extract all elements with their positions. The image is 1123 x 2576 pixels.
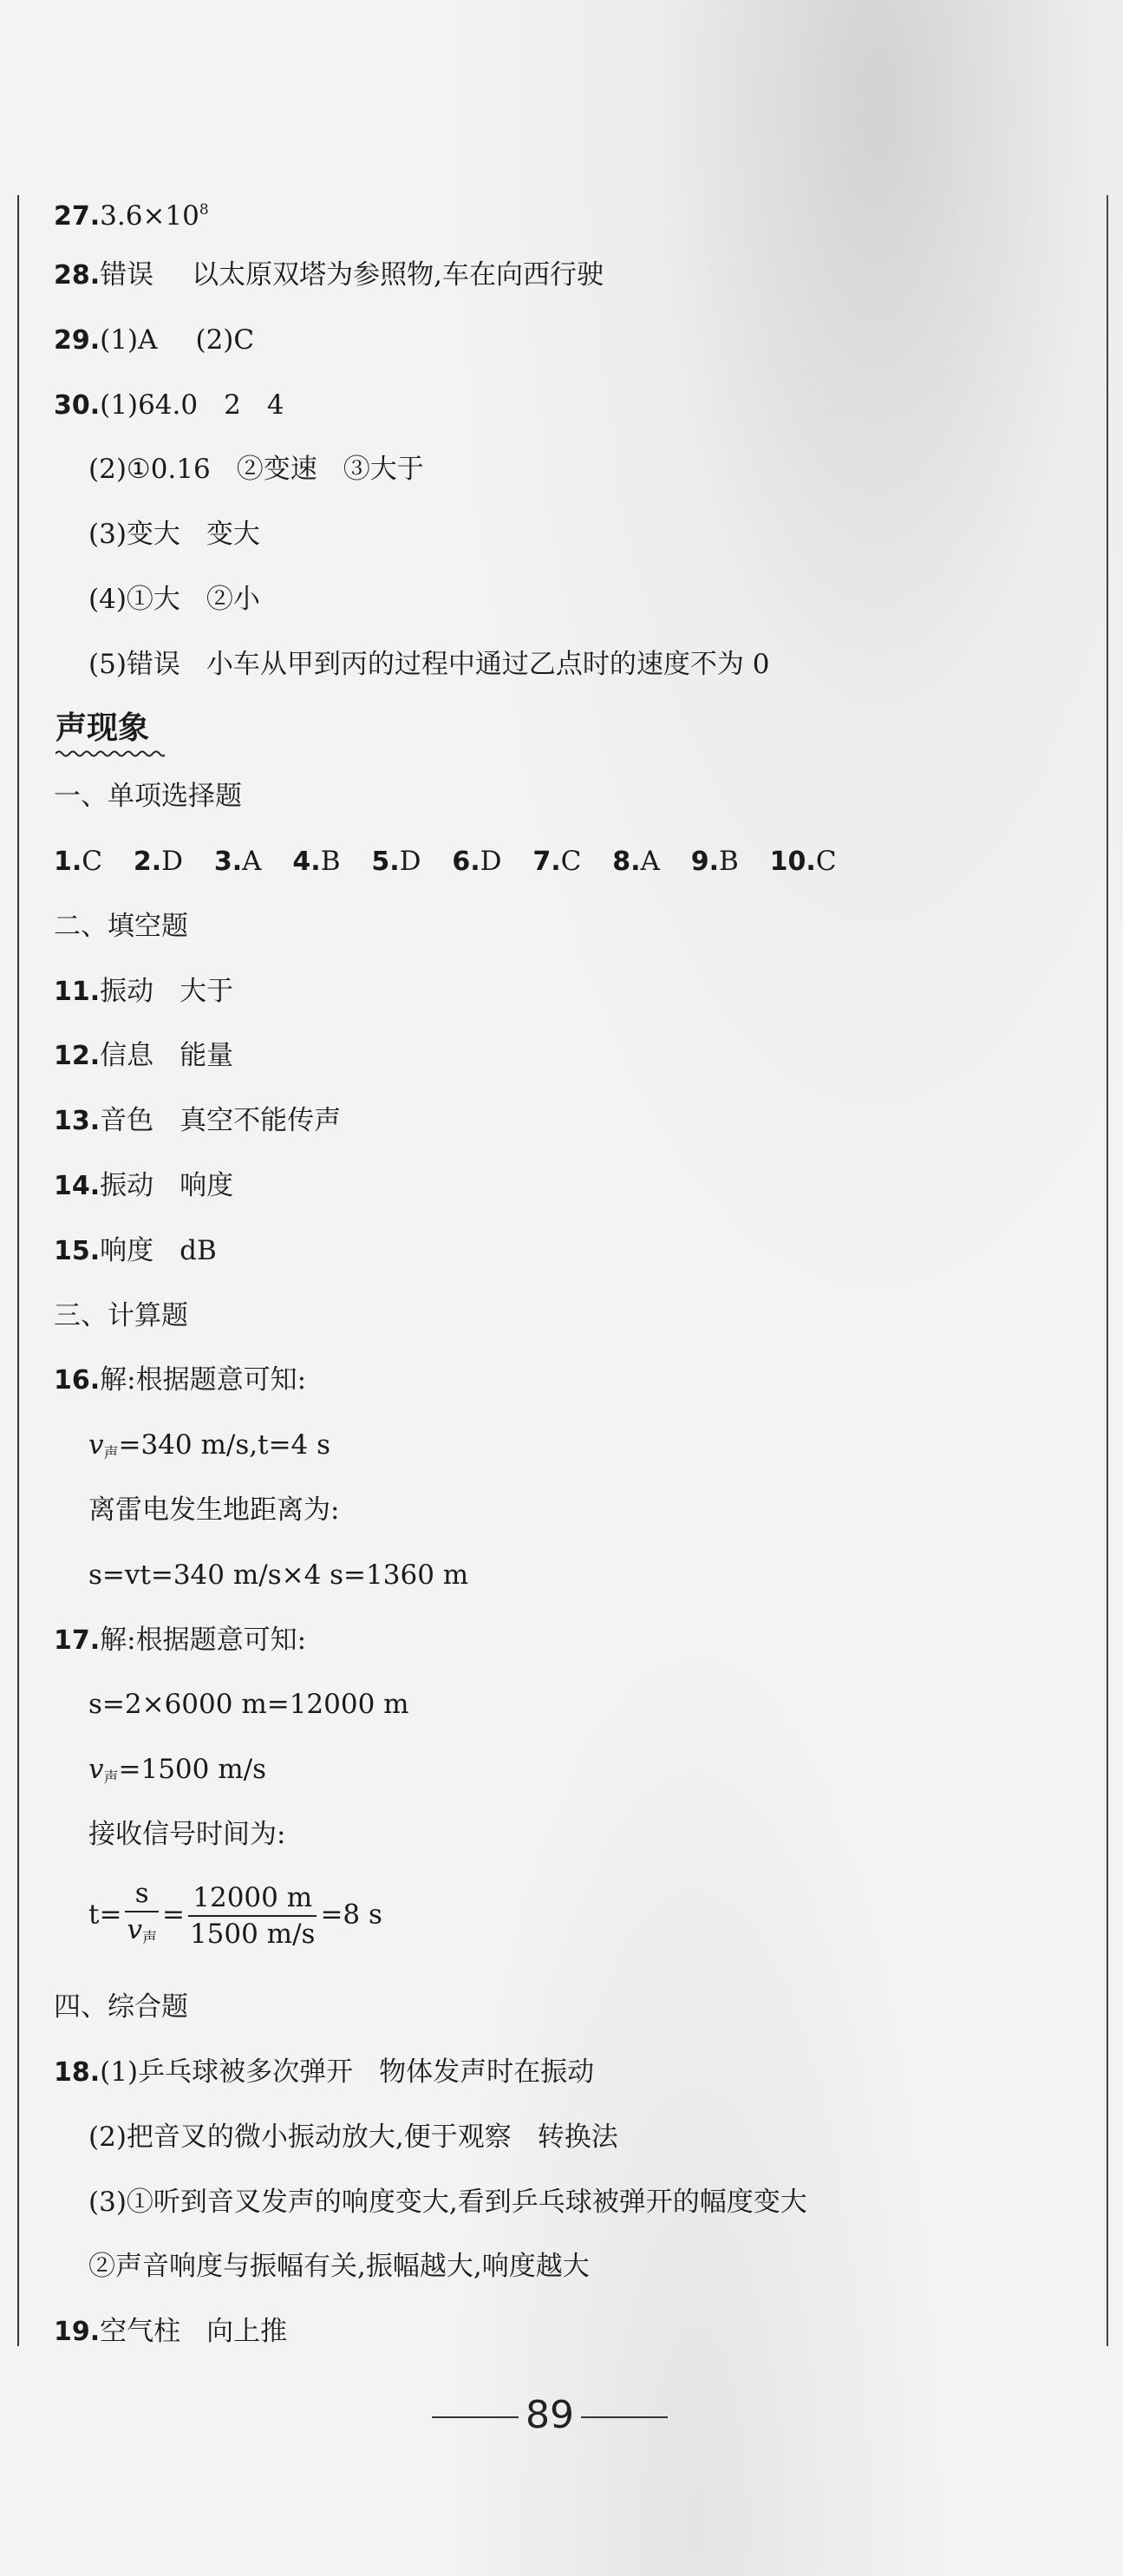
answer-30-line-2 <box>88 452 424 487</box>
mc-item: 1.C <box>54 846 103 877</box>
mc-item: 4.B <box>292 846 341 877</box>
answer-19 <box>54 2314 287 2350</box>
answer-text: 信息 <box>100 1040 154 1071</box>
mc-item: 7.C <box>532 846 582 877</box>
answer-30-line-4 <box>88 582 260 617</box>
formula-var: v <box>88 1429 104 1461</box>
right-margin-rule <box>1107 195 1108 2346</box>
answer-text: ②变速 <box>236 454 317 485</box>
question-number: 19. <box>54 2317 101 2347</box>
answer-text: 物体发声时在振动 <box>379 2056 595 2088</box>
question-number: 16. <box>54 1365 101 1396</box>
answer-text: 解:根据题意可知: <box>100 1364 307 1396</box>
answer-17-formula <box>88 1876 382 1956</box>
answer-text: 转换法 <box>537 2122 618 2153</box>
formula-text: =1500 m/s <box>118 1754 266 1785</box>
question-number: 30. <box>54 390 101 421</box>
answer-text: 错误 <box>100 259 154 291</box>
answer-30-line-3 <box>88 517 260 552</box>
answer-text: 能量 <box>180 1040 234 1071</box>
answer-text: (2)把音叉的微小振动放大,便于观察 <box>88 2122 512 2153</box>
question-number: 14. <box>54 1171 101 1201</box>
answer-text: dB <box>180 1235 217 1266</box>
answer-text: (1)A <box>100 324 158 356</box>
formula-var: v <box>88 1754 104 1785</box>
fraction-values: $\frac{12000 m}{1500 m/s}$ <box>189 1882 316 1950</box>
mc-item: 3.A <box>213 846 262 877</box>
answer-text: 响度 <box>180 1170 234 1201</box>
answer-text: (5)错误 <box>88 649 180 680</box>
question-number: 27. <box>54 201 101 232</box>
mc-item: 2.D <box>133 846 184 877</box>
answer-17-line-2: s=2×6000 m=12000 m <box>88 1689 409 1720</box>
answer-11 <box>54 974 233 1010</box>
answer-text: (2)C <box>195 324 255 356</box>
answer-text: 振动 <box>100 976 154 1007</box>
answer-text: 真空不能传声 <box>180 1105 342 1136</box>
formula-text: = <box>161 1899 185 1931</box>
answer-18-line-2 <box>88 2120 618 2154</box>
mc-item: 6.D <box>452 846 502 877</box>
answer-29 <box>54 323 254 358</box>
question-number: 28. <box>54 260 101 291</box>
question-number: 13. <box>54 1106 101 1136</box>
answer-text: 4 <box>266 389 284 421</box>
answer-text: 振动 <box>100 1170 154 1201</box>
answer-text: (3)变大 <box>88 519 180 550</box>
answer-text: (1)乒乓球被多次弹开 <box>100 2056 354 2088</box>
mc-item: 9.B <box>690 846 739 877</box>
answer-16-line-1 <box>54 1363 306 1398</box>
part-heading-4: 四、综合题 <box>54 1991 188 2023</box>
part-heading-2: 二、填空题 <box>54 911 188 942</box>
footer-rule-left <box>432 2416 519 2418</box>
answer-text: 解:根据题意可知: <box>100 1625 307 1656</box>
answer-18-line-3: (3)①听到音叉发声的响度变大,看到乒乓球被弹开的幅度变大 <box>88 2187 807 2218</box>
answer-28 <box>54 258 604 293</box>
answer-18-line-1 <box>54 2055 594 2090</box>
answer-text: 2 <box>224 389 241 421</box>
answer-text: 空气柱 <box>100 2316 181 2347</box>
formula-subscript: 声 <box>103 1769 119 1787</box>
answer-text: (1)64.0 <box>100 389 199 421</box>
answer-text: 小车从甲到丙的过程中通过乙点时的速度不为 0 <box>206 649 770 680</box>
answer-text: 响度 <box>100 1235 154 1266</box>
answer-14 <box>54 1168 233 1204</box>
answer-27 <box>54 193 209 234</box>
formula-text: =8 s <box>320 1899 382 1931</box>
fraction-s-over-v: $\frac{s}{v_声}$ <box>127 1878 157 1947</box>
mc-item: 8.A <box>612 846 660 877</box>
part-heading-3: 三、计算题 <box>54 1300 188 1331</box>
answer-text: ③大于 <box>343 454 424 485</box>
mc-item: 5.D <box>371 846 421 877</box>
answer-text: 3.6×10 <box>100 200 199 232</box>
formula-text: =340 m/s,t=4 s <box>118 1429 331 1461</box>
answer-30-line-1 <box>54 388 284 423</box>
question-number: 12. <box>54 1041 101 1071</box>
answer-17-line-4: 接收信号时间为: <box>88 1819 286 1850</box>
formula-subscript: 声 <box>103 1445 119 1462</box>
footer-rule-right <box>581 2416 668 2418</box>
answer-text: ②小 <box>206 584 260 615</box>
answer-16-line-3: 离雷电发生地距离为: <box>88 1494 340 1526</box>
formula-text: t= <box>88 1899 122 1931</box>
left-margin-rule <box>17 195 19 2346</box>
answer-text: 音色 <box>100 1105 154 1136</box>
answer-text: 向上推 <box>206 2316 288 2347</box>
answer-text: (2)①0.16 <box>88 454 211 485</box>
answer-13 <box>54 1103 341 1139</box>
answer-16-line-4: s=vt=340 m/s×4 s=1360 m <box>88 1559 469 1591</box>
answer-text: 以太原双塔为参照物,车在向西行驶 <box>192 259 604 291</box>
answer-16-line-2 <box>88 1428 330 1471</box>
question-number: 18. <box>54 2057 101 2088</box>
answer-text: 变大 <box>206 519 260 550</box>
answer-30-line-5 <box>88 647 770 682</box>
answer-17-line-1 <box>54 1623 306 1658</box>
question-number: 29. <box>54 325 101 356</box>
question-number: 11. <box>54 977 101 1007</box>
wavy-underline <box>55 749 165 758</box>
answer-12 <box>54 1038 233 1074</box>
answer-15 <box>54 1233 217 1269</box>
page-number: 89 <box>526 2393 574 2437</box>
answer-18-line-4: ②声音响度与振幅有关,振幅越大,响度越大 <box>88 2251 590 2282</box>
question-number: 15. <box>54 1236 101 1266</box>
section-title: 声现象 <box>55 710 150 746</box>
exponent: 8 <box>199 201 209 219</box>
multiple-choice-answers <box>54 844 859 879</box>
mc-item: 10.C <box>769 846 837 877</box>
part-heading-1: 一、单项选择题 <box>54 781 242 812</box>
answer-17-line-3 <box>88 1752 266 1795</box>
answer-text: 大于 <box>180 976 234 1007</box>
answer-text: (4)①大 <box>88 584 180 615</box>
question-number: 17. <box>54 1625 101 1656</box>
